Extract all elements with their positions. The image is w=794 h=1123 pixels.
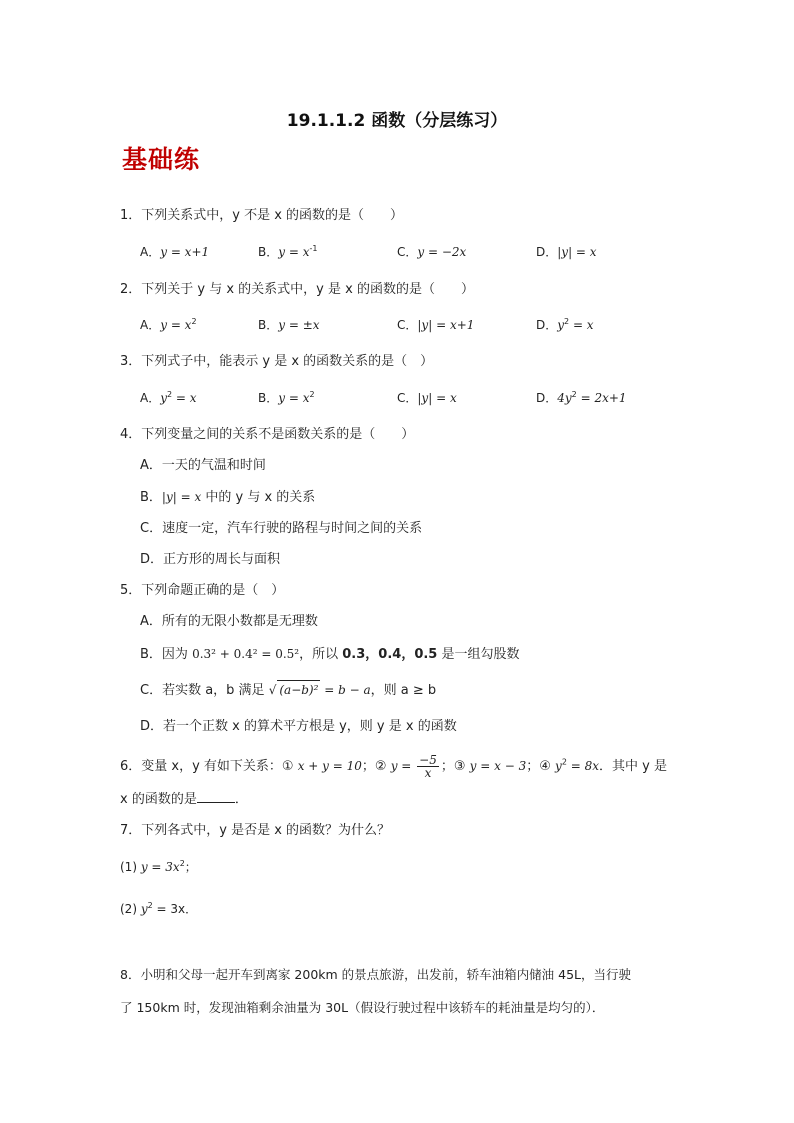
q5-option-c: C．若实数 a，b 满足 √ (a−b)² = b − a，则 a ≥ b (140, 680, 436, 700)
q2-option-a: A．$y = x^2$ (140, 317, 197, 332)
page-title: 19.1.1.2 函数（分层练习） (286, 111, 508, 131)
question-2-stem: 2．下列关于 y 与 x 的关系式中，y 是 x 的函数的是（ ） (120, 282, 474, 297)
question-4-stem: 4．下列变量之间的关系不是函数关系的是（ ） (120, 427, 415, 442)
question-8-line-1: 8．小明和父母一起开车到离家 200km 的景点旅游，出发前，轿车油箱内储油 45L，当行驶 (120, 967, 632, 982)
q7-part-2: (2) $y^2 = 3x$． (120, 901, 198, 916)
question-8-line-2: 了 150km 时，发现油箱剩余油量为 30L（假设行驶过程中该轿车的耗油量是均匀的）． (120, 1000, 605, 1015)
question-5-stem: 5．下列命题正确的是（ ） (120, 583, 285, 598)
question-1-stem: 1．下列关系式中，y 不是 x 的函数的是（ ） (120, 208, 404, 223)
q3-option-a: A．$y^2 = x$ (140, 390, 197, 405)
q4-option-b: B．|y| = x 中的 y 与 x 的关系 (140, 490, 316, 505)
q5-option-d: D．若一个正数 x 的算术平方根是 y，则 y 是 x 的函数 (140, 719, 457, 734)
answer-blank[interactable] (197, 790, 235, 803)
section-heading: 基础练 (122, 145, 201, 174)
question-6-line-2: x 的函数的是 ． (120, 792, 248, 807)
question-6-line-1: 6．变量 x，y 有如下关系：① x + y = 10；② y = $\frac{-5}{x}$ ；③ y = x − 3；④ $y^2 = 8x$．其中 y 是 (120, 753, 667, 780)
q2-option-c: C．|y| = x+1 (397, 318, 475, 332)
q3-option-c: C．|y| = x (397, 391, 457, 405)
q3-option-b: B．$y = x^2$ (258, 390, 315, 405)
q4-option-c: C．速度一定，汽车行驶的路程与时间之间的关系 (140, 521, 423, 536)
fraction: $\frac{-5}{x}$ (419, 753, 437, 780)
q2-option-b: B．y = ±x (258, 318, 320, 332)
question-7-stem: 7．下列各式中，y 是否是 x 的函数？为什么？ (120, 823, 391, 838)
q1-option-b: B．$y = x^{-1}$ (258, 244, 318, 259)
q1-option-a: A．y = x+1 (140, 245, 210, 259)
q5-option-a: A．所有的无限小数都是无理数 (140, 614, 318, 629)
q2-option-d: D．$y^2 = x$ (536, 317, 594, 332)
sqrt-expression: (a−b)² (277, 680, 320, 699)
q4-option-a: A．一天的气温和时间 (140, 458, 266, 473)
q1-option-c: C．y = −2x (397, 245, 467, 259)
q3-option-d: D．$4y^2 = 2x+1$ (536, 390, 627, 405)
question-3-stem: 3．下列式子中，能表示 y 是 x 的函数关系的是（ ） (120, 354, 434, 369)
q7-part-1: (1) $y = 3x^2$； (120, 859, 197, 874)
q4-option-d: D．正方形的周长与面积 (140, 552, 281, 567)
q1-option-d: D．|y| = x (536, 245, 597, 259)
q5-option-b: B．因为 0.3² + 0.4² = 0.5²，所以 0.3，0.4，0.5 是一组勾股数 (140, 647, 520, 662)
